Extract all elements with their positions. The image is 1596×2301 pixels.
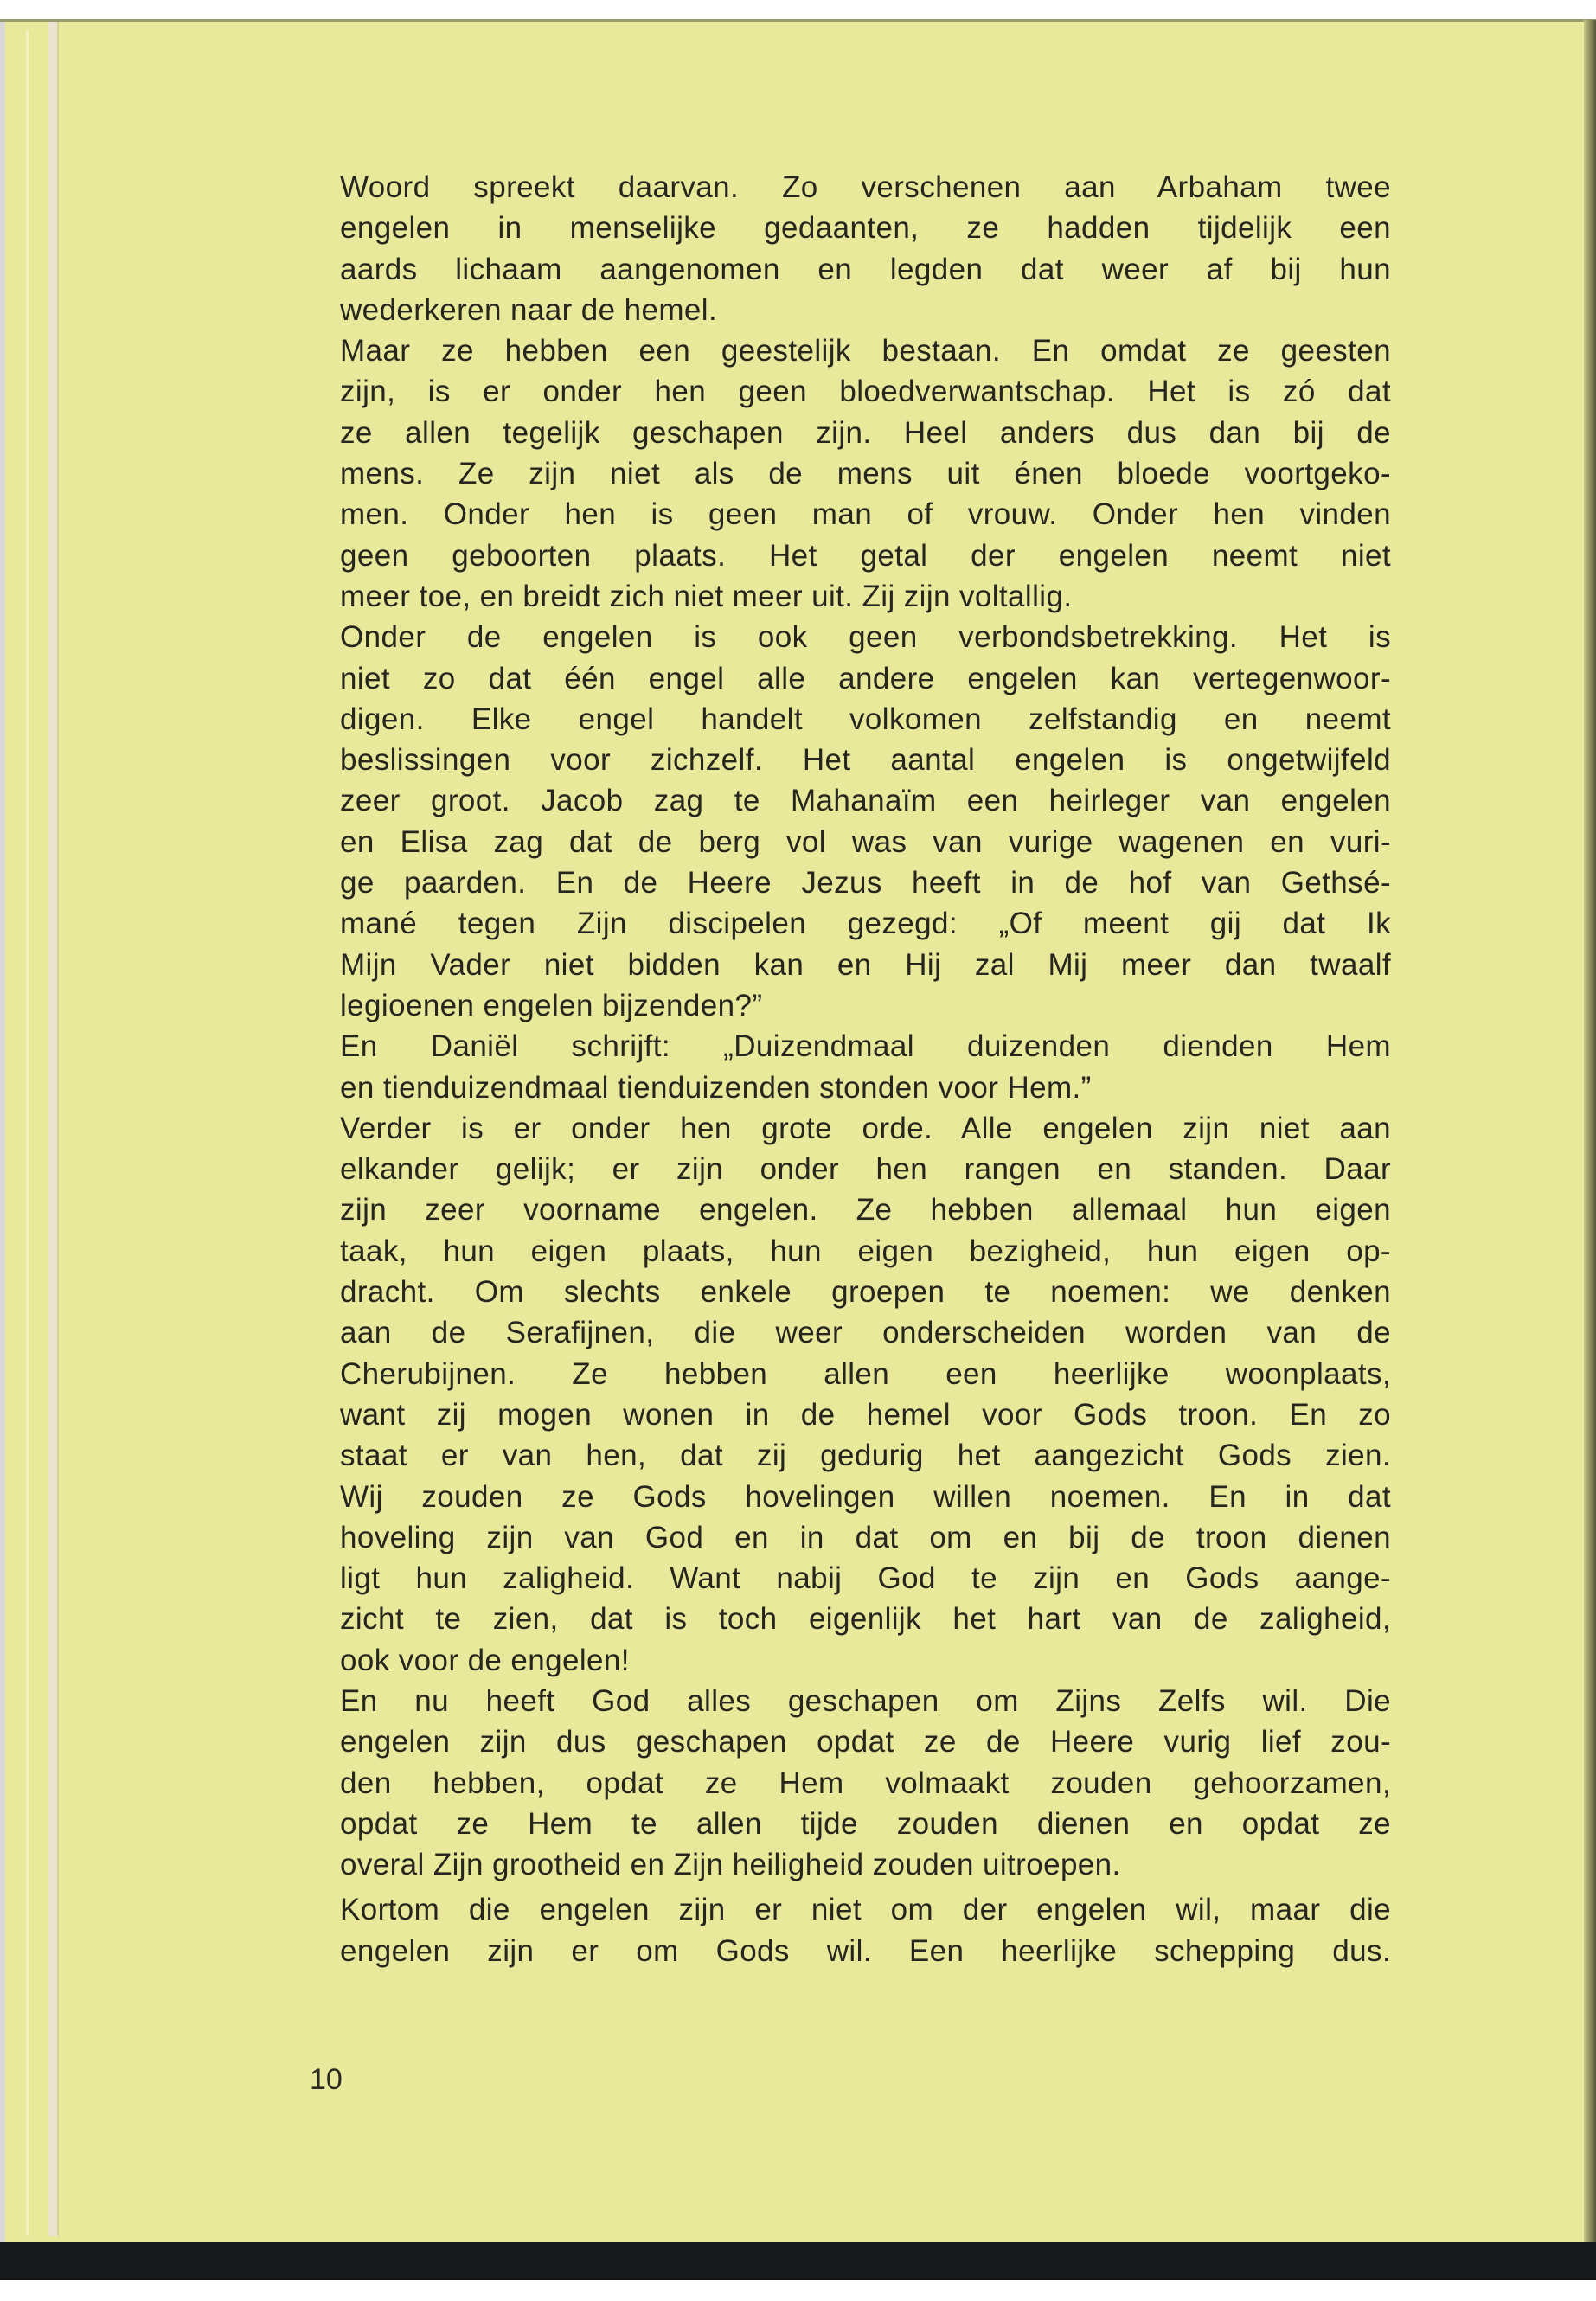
- text-line: zijn zeer voorname engelen. Ze hebben allemaal hun eigen: [340, 1193, 1391, 1227]
- text-line: ook voor de engelen!: [340, 1643, 630, 1677]
- paragraph: [340, 167, 1391, 330]
- text-line: aan de Serafijnen, die weer onderscheiden worden van de: [340, 1316, 1391, 1350]
- text-line: dracht. Om slechts enkele groepen te noemen: we denken: [340, 1275, 1391, 1310]
- book-cover-bottom: [0, 2242, 1596, 2280]
- text-line: men. Onder hen is geen man of vrouw. Onder hen vinden: [340, 497, 1391, 532]
- book-spine-shadow: [1584, 20, 1596, 2260]
- page-number: 10: [310, 2063, 343, 2096]
- text-line: en Elisa zag dat de berg vol was van vurige wagenen en vuri-: [340, 824, 1391, 859]
- text-line: want zij mogen wonen in de hemel voor Gods troon. En zo: [340, 1397, 1391, 1432]
- text-line: opdat ze Hem te allen tijde zouden dienen en opdat ze: [340, 1806, 1391, 1841]
- paragraph: [340, 1889, 1391, 1971]
- paragraph: [340, 1026, 1391, 1108]
- text-line: zicht te zien, dat is toch eigenlijk het hart van de zaligheid,: [340, 1602, 1391, 1637]
- text-line: digen. Elke engel handelt volkomen zelfstandig en neemt: [340, 702, 1391, 736]
- text-line: aards lichaam aangenomen en legden dat weer af bij hun: [340, 252, 1391, 286]
- page-edge-left: [0, 20, 5, 2243]
- text-line: beslissingen voor zichzelf. Het aantal engelen is ongetwijfeld: [340, 743, 1391, 778]
- text-line: ge paarden. En de Heere Jezus heeft in de hof van Gethsé-: [340, 866, 1391, 901]
- page-stack-edge: [48, 22, 57, 2236]
- text-line: mané tegen Zijn discipelen gezegd: „Of meent gij dat Ik: [340, 907, 1391, 941]
- body-text: [340, 167, 1391, 1971]
- paragraph: [340, 330, 1391, 617]
- text-line: legioenen engelen bijzenden?”: [340, 988, 763, 1022]
- paragraph: [340, 1108, 1391, 1681]
- text-line: hoveling zijn van God en in dat om en bij de troon dienen: [340, 1520, 1391, 1554]
- text-line: overal Zijn grootheid en Zijn heiligheid zouden uitroepen.: [340, 1848, 1121, 1882]
- text-line: Verder is er onder hen grote orde. Alle engelen zijn niet aan: [340, 1111, 1391, 1145]
- text-line: Maar ze hebben een geestelijk bestaan. En omdat ze geesten: [340, 334, 1391, 369]
- text-line: Wij zouden ze Gods hovelingen willen noemen. En in dat: [340, 1479, 1391, 1514]
- text-line: Woord spreekt daarvan. Zo verschenen aan Arbaham twee: [340, 170, 1391, 204]
- text-line: en tienduizendmaal tienduizenden stonden voor Hem.”: [340, 1070, 1092, 1105]
- text-line: engelen zijn er om Gods wil. Een heerlijke schepping dus.: [340, 1933, 1391, 1968]
- text-line: ligt hun zaligheid. Want nabij God te zijn en Gods aange-: [340, 1561, 1391, 1596]
- text-line: zijn, is er onder hen geen bloedverwantschap. Het is zó dat: [340, 375, 1391, 409]
- text-line: geen geboorten plaats. Het getal der engelen neemt niet: [340, 538, 1391, 573]
- text-line: taak, hun eigen plaats, hun eigen bezigheid, hun eigen op-: [340, 1234, 1391, 1268]
- text-line: engelen in menselijke gedaanten, ze hadden tijdelijk een: [340, 211, 1391, 246]
- text-line: niet zo dat één engel alle andere engelen kan vertegenwoor-: [340, 661, 1391, 695]
- text-line: Mijn Vader niet bidden kan en Hij zal Mij meer dan twaalf: [340, 947, 1391, 982]
- text-line: wederkeren naar de hemel.: [340, 292, 718, 327]
- text-line: En nu heeft God alles geschapen om Zijns Zelfs wil. Die: [340, 1683, 1391, 1718]
- text-line: Kortom die engelen zijn er niet om der engelen wil, maar die: [340, 1893, 1391, 1927]
- text-line: den hebben, opdat ze Hem volmaakt zouden gehoorzamen,: [340, 1766, 1391, 1800]
- text-line: ze allen tegelijk geschapen zijn. Heel anders dus dan bij de: [340, 415, 1391, 450]
- text-line: engelen zijn dus geschapen opdat ze de Heere vurig lief zou-: [340, 1725, 1391, 1759]
- text-line: Onder de engelen is ook geen verbondsbetrekking. Het is: [340, 620, 1391, 655]
- paragraph: [340, 617, 1391, 1026]
- text-line: meer toe, en breidt zich niet meer uit. Zij zijn voltallig.: [340, 579, 1073, 613]
- paragraph: [340, 1681, 1391, 1885]
- text-line: En Daniël schrijft: „Duizendmaal duizenden dienden Hem: [340, 1029, 1391, 1064]
- page-stack-edge: [26, 30, 29, 2236]
- page-top-edge: [0, 19, 1596, 22]
- text-line: mens. Ze zijn niet als de mens uit énen bloede voortgeko-: [340, 457, 1391, 491]
- text-line: zeer groot. Jacob zag te Mahanaïm een heirleger van engelen: [340, 784, 1391, 818]
- text-line: Cherubijnen. Ze hebben allen een heerlijke woonplaats,: [340, 1356, 1391, 1391]
- text-line: elkander gelijk; er zijn onder hen rangen en standen. Daar: [340, 1152, 1391, 1187]
- page-stack-edge: [57, 22, 59, 2236]
- text-line: staat er van hen, dat zij gedurig het aangezicht Gods zien.: [340, 1439, 1391, 1473]
